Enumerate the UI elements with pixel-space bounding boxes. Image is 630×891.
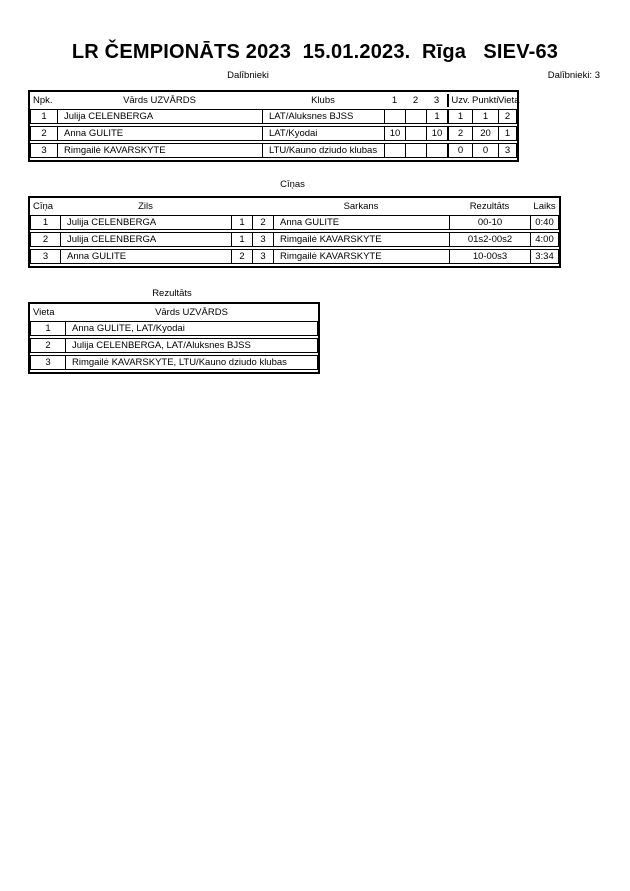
results-header-row [30,306,318,319]
table-row [30,143,517,158]
participants-count-note: Dalībnieki: 3 [547,70,600,81]
cell-red-no: 3 [252,232,273,247]
col-header-name: Vārds UZVĀRDS [123,95,196,106]
cell-round-3: 10 [426,126,447,141]
cell-time: 4:00 [530,232,559,247]
col-header-fight: Cīņa [33,201,54,212]
cell-blue-no: 1 [231,232,252,247]
cell-fight-no: 1 [30,215,60,230]
cell-red-name: Rimgailė KAVARSKYTE [273,249,449,264]
col-header-round-3: 3 [433,95,440,106]
cell-round-1: 10 [384,126,405,141]
cell-round-3: 1 [426,109,447,124]
col-header-points: Punkti [472,95,499,106]
participants-table [28,90,519,162]
col-header-blank [231,200,252,213]
col-header-red: Sarkans [343,201,379,212]
fights-table [28,196,561,268]
cell-round-2 [405,126,426,141]
cell-blue-no: 2 [231,249,252,264]
cell-result: 01s2-00s2 [449,232,530,247]
cell-name: Rimgailė KAVARSKYTE [57,143,262,158]
cell-name: Julija CELENBERGA, LAT/Aluksnes BJSS [65,338,318,353]
col-header-club: Klubs [311,95,335,106]
cell-npk: 3 [30,143,57,158]
col-header-wins: Uzv. [447,94,472,107]
col-header-time: Laiks [533,201,556,212]
cell-place: 2 [498,109,517,124]
cell-points: 1 [472,109,498,124]
cell-blue-name: Anna GULITE [60,249,231,264]
cell-round-2 [405,143,426,158]
cell-round-1 [384,109,405,124]
cell-place: 3 [498,143,517,158]
cell-npk: 2 [30,126,57,141]
cell-round-1 [384,143,405,158]
col-header-blue: Zils [138,201,153,212]
cell-round-3 [426,143,447,158]
cell-blue-name: Julija CELENBERGA [60,232,231,247]
col-header-place: Vieta [498,95,520,106]
col-header-npk: Npk. [33,95,53,106]
cell-place: 2 [30,338,65,353]
results-table [28,302,320,374]
table-row [30,126,517,141]
cell-round-2 [405,109,426,124]
col-header-place: Vieta [33,307,55,318]
col-header-round-2: 2 [412,95,419,106]
cell-wins: 2 [447,126,472,141]
cell-place: 3 [30,355,65,370]
cell-name: Julija CELENBERGA [57,109,262,124]
section-label-results: Rezultāts [152,288,192,299]
cell-club: LAT/Kyodai [262,126,384,141]
col-header-result: Rezultāts [469,201,510,212]
cell-red-no: 3 [252,249,273,264]
table-row [30,215,559,230]
cell-place: 1 [498,126,517,141]
cell-time: 3:34 [530,249,559,264]
cell-place: 1 [30,321,65,336]
table-row [30,109,517,124]
section-label-participants: Dalībnieki [227,70,269,81]
cell-result: 10-00s3 [449,249,530,264]
table-row [30,232,559,247]
page-title: LR ČEMPIONĀTS 2023 15.01.2023. Rīga SIEV-63 [71,41,559,63]
cell-club: LAT/Aluksnes BJSS [262,109,384,124]
cell-red-name: Rimgailė KAVARSKYTE [273,232,449,247]
table-row [30,355,318,370]
cell-blue-name: Julija CELENBERGA [60,215,231,230]
participants-header-row [30,94,517,107]
cell-blue-no: 1 [231,215,252,230]
cell-fight-no: 2 [30,232,60,247]
cell-points: 20 [472,126,498,141]
cell-club: LTU/Kauno dziudo klubas [262,143,384,158]
cell-time: 0:40 [530,215,559,230]
cell-name: Rimgailė KAVARSKYTE, LTU/Kauno dziudo klubas [65,355,318,370]
fights-header-row [30,200,559,213]
cell-fight-no: 3 [30,249,60,264]
table-row [30,338,318,353]
cell-points: 0 [472,143,498,158]
cell-name: Anna GULITE, LAT/Kyodai [65,321,318,336]
cell-npk: 1 [30,109,57,124]
cell-result: 00-10 [449,215,530,230]
section-label-fights: Cīņas [280,179,305,190]
cell-red-no: 2 [252,215,273,230]
cell-wins: 0 [447,143,472,158]
col-header-round-1: 1 [391,95,398,106]
cell-red-name: Anna GULITE [273,215,449,230]
table-row [30,249,559,264]
cell-name: Anna GULITE [57,126,262,141]
col-header-blank [252,200,273,213]
cell-wins: 1 [447,109,472,124]
table-row [30,321,318,336]
col-header-name: Vārds UZVĀRDS [155,307,228,318]
